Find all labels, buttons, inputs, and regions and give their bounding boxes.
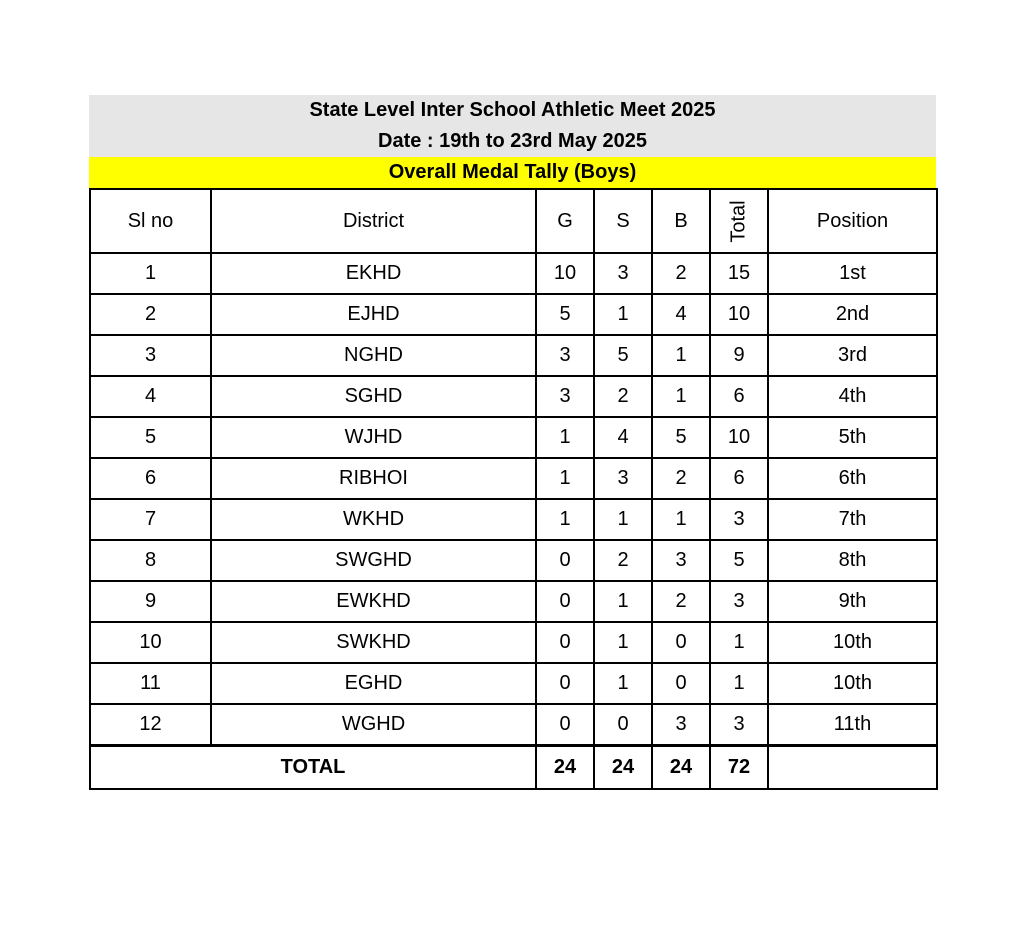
- cell-total: 9: [710, 335, 768, 376]
- cell-silver: 1: [594, 581, 652, 622]
- table-row: [90, 417, 937, 458]
- cell-gold: 3: [536, 335, 594, 376]
- cell-district: SWKHD: [211, 622, 536, 663]
- table-row: [90, 663, 937, 704]
- cell-district: EGHD: [211, 663, 536, 704]
- cell-bronze: 2: [652, 458, 710, 499]
- cell-bronze: 4: [652, 294, 710, 335]
- cell-silver: 1: [594, 499, 652, 540]
- cell-silver: 1: [594, 622, 652, 663]
- cell-district: EKHD: [211, 253, 536, 294]
- table-row: [90, 376, 937, 417]
- cell-district: NGHD: [211, 335, 536, 376]
- cell-gold: 0: [536, 663, 594, 704]
- total-silver: 24: [594, 746, 652, 790]
- cell-silver: 4: [594, 417, 652, 458]
- cell-bronze: 3: [652, 540, 710, 581]
- total-medals: 72: [710, 746, 768, 790]
- cell-bronze: 1: [652, 376, 710, 417]
- cell-total: 6: [710, 458, 768, 499]
- cell-district: WKHD: [211, 499, 536, 540]
- cell-sl-no: 6: [90, 458, 211, 499]
- cell-sl-no: 7: [90, 499, 211, 540]
- cell-gold: 0: [536, 622, 594, 663]
- cell-silver: 0: [594, 704, 652, 746]
- cell-bronze: 3: [652, 704, 710, 746]
- table-header-row: [90, 189, 937, 253]
- cell-district: WJHD: [211, 417, 536, 458]
- cell-district: EJHD: [211, 294, 536, 335]
- cell-sl-no: 3: [90, 335, 211, 376]
- table-row: [90, 294, 937, 335]
- total-position-empty: [768, 746, 937, 790]
- cell-silver: 1: [594, 294, 652, 335]
- cell-total: 10: [710, 417, 768, 458]
- col-header-sl-no: Sl no: [90, 189, 211, 253]
- cell-position: 5th: [768, 417, 937, 458]
- tally-subtitle: Overall Medal Tally (Boys): [89, 157, 936, 188]
- cell-district: SGHD: [211, 376, 536, 417]
- medal-table: [89, 188, 938, 790]
- cell-position: 11th: [768, 704, 937, 746]
- cell-position: 10th: [768, 622, 937, 663]
- cell-position: 9th: [768, 581, 937, 622]
- table-body: [90, 253, 937, 746]
- cell-position: 10th: [768, 663, 937, 704]
- total-label: TOTAL: [90, 746, 536, 790]
- cell-bronze: 0: [652, 622, 710, 663]
- cell-district: SWGHD: [211, 540, 536, 581]
- cell-gold: 0: [536, 704, 594, 746]
- cell-total: 1: [710, 622, 768, 663]
- col-header-district: District: [211, 189, 536, 253]
- cell-gold: 1: [536, 499, 594, 540]
- cell-total: 6: [710, 376, 768, 417]
- cell-sl-no: 8: [90, 540, 211, 581]
- cell-gold: 1: [536, 458, 594, 499]
- cell-total: 3: [710, 499, 768, 540]
- cell-silver: 1: [594, 663, 652, 704]
- cell-total: 1: [710, 663, 768, 704]
- total-bronze: 24: [652, 746, 710, 790]
- cell-bronze: 0: [652, 663, 710, 704]
- cell-silver: 2: [594, 540, 652, 581]
- col-header-position: Position: [768, 189, 937, 253]
- table-row: [90, 458, 937, 499]
- cell-gold: 5: [536, 294, 594, 335]
- cell-district: WGHD: [211, 704, 536, 746]
- sheet-title: State Level Inter School Athletic Meet 2025: [309, 99, 716, 121]
- medal-tally-sheet: [89, 95, 936, 790]
- cell-gold: 1: [536, 417, 594, 458]
- cell-total: 15: [710, 253, 768, 294]
- cell-bronze: 5: [652, 417, 710, 458]
- event-date: Date : 19th to 23rd May 2025: [378, 130, 647, 152]
- table-row: [90, 704, 937, 746]
- cell-gold: 10: [536, 253, 594, 294]
- cell-bronze: 1: [652, 335, 710, 376]
- cell-gold: 0: [536, 581, 594, 622]
- col-header-total-label: Total: [727, 199, 750, 243]
- cell-total: 3: [710, 581, 768, 622]
- col-header-bronze: B: [652, 189, 710, 253]
- cell-district: EWKHD: [211, 581, 536, 622]
- cell-sl-no: 1: [90, 253, 211, 294]
- table-row: [90, 499, 937, 540]
- cell-total: 3: [710, 704, 768, 746]
- total-gold: 24: [536, 746, 594, 790]
- cell-sl-no: 5: [90, 417, 211, 458]
- cell-gold: 0: [536, 540, 594, 581]
- table-row: [90, 540, 937, 581]
- cell-silver: 3: [594, 458, 652, 499]
- cell-bronze: 2: [652, 253, 710, 294]
- cell-position: 7th: [768, 499, 937, 540]
- cell-position: 1st: [768, 253, 937, 294]
- cell-silver: 3: [594, 253, 652, 294]
- table-row: [90, 581, 937, 622]
- cell-silver: 2: [594, 376, 652, 417]
- cell-total: 5: [710, 540, 768, 581]
- cell-district: RIBHOI: [211, 458, 536, 499]
- cell-position: 8th: [768, 540, 937, 581]
- cell-position: 2nd: [768, 294, 937, 335]
- table-row: [90, 253, 937, 294]
- cell-silver: 5: [594, 335, 652, 376]
- cell-position: 6th: [768, 458, 937, 499]
- header-block: [89, 95, 936, 157]
- cell-position: 3rd: [768, 335, 937, 376]
- cell-position: 4th: [768, 376, 937, 417]
- cell-sl-no: 12: [90, 704, 211, 746]
- cell-sl-no: 2: [90, 294, 211, 335]
- cell-total: 10: [710, 294, 768, 335]
- cell-sl-no: 4: [90, 376, 211, 417]
- cell-sl-no: 9: [90, 581, 211, 622]
- total-row: [90, 746, 937, 790]
- cell-gold: 3: [536, 376, 594, 417]
- cell-sl-no: 10: [90, 622, 211, 663]
- table-row: [90, 622, 937, 663]
- cell-bronze: 1: [652, 499, 710, 540]
- col-header-gold: G: [536, 189, 594, 253]
- cell-bronze: 2: [652, 581, 710, 622]
- col-header-silver: S: [594, 189, 652, 253]
- cell-sl-no: 11: [90, 663, 211, 704]
- table-row: [90, 335, 937, 376]
- col-header-total: [710, 189, 768, 253]
